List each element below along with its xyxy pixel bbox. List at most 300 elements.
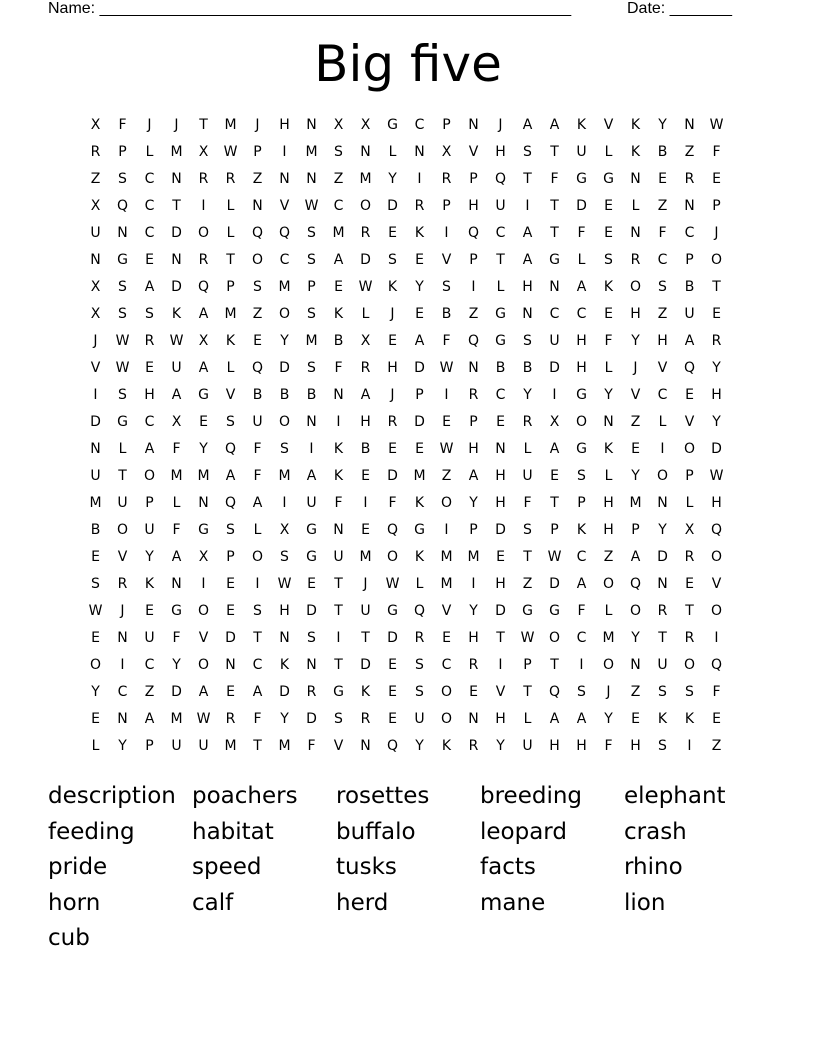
grid-letter: E xyxy=(685,576,694,592)
grid-letter: P xyxy=(685,252,694,268)
page-title: Big five xyxy=(314,35,502,93)
grid-letter: F xyxy=(712,684,721,700)
grid-letter: O xyxy=(197,603,210,619)
grid-letter: O xyxy=(143,468,156,484)
grid-letter: C xyxy=(414,117,425,133)
grid-letter: D xyxy=(90,414,101,430)
grid-letter: S xyxy=(118,171,127,187)
grid-letter: P xyxy=(307,279,316,295)
grid-letter: Y xyxy=(145,549,154,565)
grid-letter: K xyxy=(684,711,695,727)
grid-letter: E xyxy=(388,657,397,673)
grid-letter: J xyxy=(255,117,260,133)
grid-letter: P xyxy=(631,522,640,538)
grid-letter: P xyxy=(469,171,478,187)
grid-letter: H xyxy=(279,117,290,133)
grid-letter: W xyxy=(709,468,724,484)
grid-letter: H xyxy=(711,495,722,511)
grid-letter: Q xyxy=(467,225,480,241)
grid-letter: S xyxy=(226,414,235,430)
grid-letter: J xyxy=(633,360,638,376)
grid-letter: K xyxy=(360,684,371,700)
grid-letter: B xyxy=(333,333,344,349)
grid-letter: R xyxy=(414,630,425,646)
grid-letter: L xyxy=(523,441,532,457)
grid-letter: N xyxy=(333,387,344,403)
grid-letter: E xyxy=(712,711,721,727)
grid-letter: Z xyxy=(333,171,344,187)
grid-letter: P xyxy=(685,468,694,484)
grid-letter: T xyxy=(550,144,559,160)
grid-letter: X xyxy=(90,279,101,295)
grid-letter: M xyxy=(224,738,237,754)
grid-letter: K xyxy=(333,468,344,484)
grid-letter: M xyxy=(278,468,291,484)
grid-letter: U xyxy=(657,657,668,673)
grid-letter: Y xyxy=(658,522,667,538)
word-bank-item: leopard xyxy=(480,818,567,845)
grid-letter: C xyxy=(657,252,668,268)
grid-letter: T xyxy=(253,738,262,754)
grid-letter: U xyxy=(90,468,101,484)
grid-letter: V xyxy=(117,549,128,565)
grid-letter: N xyxy=(360,144,371,160)
grid-letter: J xyxy=(363,576,368,592)
grid-letter: Q xyxy=(251,225,264,241)
grid-letter: M xyxy=(224,306,237,322)
grid-letter: L xyxy=(253,522,262,538)
grid-letter: L xyxy=(226,225,235,241)
grid-letter: I xyxy=(336,414,341,430)
grid-letter: U xyxy=(360,603,371,619)
grid-letter: P xyxy=(145,738,154,754)
grid-letter: I xyxy=(714,630,719,646)
grid-letter: X xyxy=(684,522,695,538)
grid-letter: U xyxy=(684,306,695,322)
grid-letter: F xyxy=(334,360,343,376)
grid-letter: D xyxy=(576,198,587,214)
grid-letter: K xyxy=(225,333,236,349)
grid-letter: G xyxy=(576,441,587,457)
grid-letter: Y xyxy=(280,333,289,349)
grid-letter: J xyxy=(93,333,98,349)
grid-letter: C xyxy=(144,225,155,241)
grid-letter: Q xyxy=(413,603,426,619)
grid-letter: P xyxy=(415,387,424,403)
grid-letter: J xyxy=(606,684,611,700)
grid-letter: M xyxy=(305,144,318,160)
grid-letter: Y xyxy=(631,333,640,349)
grid-letter: T xyxy=(550,225,559,241)
grid-letter: N xyxy=(117,711,128,727)
grid-letter: D xyxy=(360,657,371,673)
word-bank-item: facts xyxy=(480,854,536,880)
grid-letter: C xyxy=(549,306,560,322)
grid-letter: V xyxy=(333,738,344,754)
grid-letter: G xyxy=(306,549,317,565)
grid-letter: T xyxy=(361,630,370,646)
grid-letter: V xyxy=(630,387,641,403)
grid-letter: W xyxy=(115,333,130,349)
word-bank-item: crash xyxy=(624,818,687,845)
grid-letter: K xyxy=(603,441,614,457)
grid-letter: E xyxy=(145,252,154,268)
grid-row xyxy=(82,274,730,301)
grid-letter: T xyxy=(658,630,667,646)
grid-letter: G xyxy=(306,522,317,538)
grid-letter: D xyxy=(360,252,371,268)
grid-letter: T xyxy=(226,252,235,268)
grid-letter: G xyxy=(198,522,209,538)
word-bank-item: cub xyxy=(48,925,90,951)
grid-letter: O xyxy=(197,225,210,241)
grid-letter: O xyxy=(629,279,642,295)
grid-row xyxy=(82,139,730,166)
grid-letter: F xyxy=(307,738,316,754)
grid-letter: A xyxy=(576,279,587,295)
word-bank-item: speed xyxy=(192,854,262,880)
grid-letter: B xyxy=(252,387,263,403)
grid-letter: Y xyxy=(712,414,721,430)
grid-letter: G xyxy=(549,252,560,268)
grid-letter: D xyxy=(225,630,236,646)
grid-letter: D xyxy=(279,360,290,376)
grid-letter: N xyxy=(198,495,209,511)
grid-letter: T xyxy=(712,279,721,295)
grid-letter: T xyxy=(685,603,694,619)
grid-letter: L xyxy=(388,144,397,160)
grid-letter: I xyxy=(363,495,368,511)
grid-letter: O xyxy=(116,522,129,538)
grid-letter: H xyxy=(576,333,587,349)
grid-letter: M xyxy=(305,333,318,349)
grid-letter: U xyxy=(144,630,155,646)
grid-letter: F xyxy=(577,603,586,619)
grid-letter: H xyxy=(468,441,479,457)
grid-letter: Z xyxy=(630,414,641,430)
grid-letter: C xyxy=(684,225,695,241)
grid-letter: I xyxy=(525,198,530,214)
word-bank-item: mane xyxy=(480,889,546,916)
grid-letter: R xyxy=(225,711,236,727)
grid-letter: E xyxy=(226,576,235,592)
grid-row xyxy=(82,112,730,139)
grid-letter: A xyxy=(522,252,533,268)
grid-letter: J xyxy=(390,306,395,322)
grid-letter: O xyxy=(710,603,723,619)
grid-letter: N xyxy=(549,279,560,295)
grid-letter: Y xyxy=(712,360,721,376)
grid-letter: G xyxy=(495,333,506,349)
grid-letter: F xyxy=(577,225,586,241)
grid-letter: A xyxy=(198,306,209,322)
word-bank-item: calf xyxy=(192,889,234,916)
grid-letter: H xyxy=(711,387,722,403)
grid-letter: X xyxy=(198,549,209,565)
grid-letter: Z xyxy=(657,306,668,322)
grid-letter: L xyxy=(631,198,640,214)
grid-letter: Y xyxy=(604,711,613,727)
grid-letter: X xyxy=(360,333,371,349)
grid-letter: D xyxy=(306,603,317,619)
grid-letter: S xyxy=(307,630,316,646)
grid-letter: X xyxy=(441,144,452,160)
grid-letter: M xyxy=(278,279,291,295)
grid-letter: H xyxy=(522,279,533,295)
grid-letter: Y xyxy=(496,738,505,754)
grid-letter: A xyxy=(360,387,371,403)
grid-letter: E xyxy=(604,225,613,241)
grid-letter: Z xyxy=(468,306,479,322)
grid-letter: K xyxy=(171,306,182,322)
grid-letter: F xyxy=(550,171,559,187)
grid-letter: O xyxy=(629,603,642,619)
grid-letter: L xyxy=(685,495,694,511)
grid-letter: S xyxy=(253,603,262,619)
grid-letter: T xyxy=(523,171,532,187)
grid-letter: G xyxy=(576,171,587,187)
grid-letter: C xyxy=(144,657,155,673)
grid-letter: R xyxy=(657,603,668,619)
grid-letter: U xyxy=(414,711,425,727)
grid-letter: N xyxy=(306,414,317,430)
grid-letter: V xyxy=(495,684,506,700)
grid-letter: V xyxy=(468,144,479,160)
grid-letter: N xyxy=(684,117,695,133)
grid-row xyxy=(82,733,730,760)
grid-letter: S xyxy=(388,252,397,268)
grid-letter: W xyxy=(709,117,724,133)
word-bank-item: feeding xyxy=(48,818,135,845)
grid-letter: N xyxy=(603,414,614,430)
grid-letter: S xyxy=(280,549,289,565)
grid-letter: C xyxy=(441,657,452,673)
grid-letter: R xyxy=(414,198,425,214)
word-bank-item: lion xyxy=(624,889,666,916)
grid-letter: N xyxy=(468,711,479,727)
grid-letter: D xyxy=(549,576,560,592)
grid-letter: J xyxy=(498,117,503,133)
grid-letter: T xyxy=(334,603,343,619)
grid-letter: Q xyxy=(710,522,723,538)
grid-letter: F xyxy=(253,468,262,484)
grid-letter: Y xyxy=(280,711,289,727)
grid-letter: G xyxy=(387,117,398,133)
grid-letter: N xyxy=(90,441,101,457)
grid-letter: W xyxy=(169,333,184,349)
grid-letter: F xyxy=(712,144,721,160)
grid-letter: N xyxy=(414,144,425,160)
grid-letter: L xyxy=(91,738,100,754)
word-bank-item: description xyxy=(48,783,176,809)
name-field-label: Name: _____________________________________________________ xyxy=(48,0,572,17)
grid-letter: A xyxy=(576,711,587,727)
grid-letter: D xyxy=(306,711,317,727)
grid-letter: I xyxy=(552,387,557,403)
grid-letter: K xyxy=(279,657,290,673)
grid-letter: Q xyxy=(683,360,696,376)
grid-letter: E xyxy=(388,711,397,727)
grid-letter: D xyxy=(549,360,560,376)
grid-letter: N xyxy=(495,441,506,457)
grid-letter: S xyxy=(307,360,316,376)
grid-letter: R xyxy=(684,630,695,646)
grid-letter: O xyxy=(683,657,696,673)
grid-letter: A xyxy=(198,684,209,700)
grid-letter: R xyxy=(144,333,155,349)
grid-letter: N xyxy=(333,522,344,538)
word-bank-item: elephant xyxy=(624,783,726,809)
grid-letter: W xyxy=(358,279,373,295)
grid-letter: W xyxy=(115,360,130,376)
grid-letter: F xyxy=(172,522,181,538)
grid-letter: W xyxy=(385,576,400,592)
grid-letter: H xyxy=(657,333,668,349)
grid-letter: I xyxy=(471,279,476,295)
grid-letter: O xyxy=(440,684,453,700)
grid-letter: C xyxy=(333,198,344,214)
grid-letter: E xyxy=(91,630,100,646)
grid-letter: E xyxy=(631,711,640,727)
grid-letter: O xyxy=(251,549,264,565)
grid-row xyxy=(82,679,730,706)
grid-letter: A xyxy=(144,441,155,457)
grid-letter: M xyxy=(170,144,183,160)
grid-letter: X xyxy=(333,117,344,133)
grid-letter: S xyxy=(253,279,262,295)
date-field-label: Date: _______ xyxy=(627,0,732,17)
grid-letter: P xyxy=(226,279,235,295)
grid-letter: I xyxy=(444,522,449,538)
grid-letter: Y xyxy=(415,279,424,295)
grid-letter: F xyxy=(253,441,262,457)
grid-letter: E xyxy=(145,360,154,376)
grid-letter: T xyxy=(199,117,208,133)
grid-letter: N xyxy=(306,657,317,673)
grid-letter: S xyxy=(118,279,127,295)
grid-letter: S xyxy=(307,306,316,322)
grid-letter: O xyxy=(710,252,723,268)
grid-letter: I xyxy=(417,171,422,187)
grid-letter: I xyxy=(309,441,314,457)
grid-letter: S xyxy=(685,684,694,700)
grid-letter: T xyxy=(550,657,559,673)
grid-letter: Y xyxy=(604,387,613,403)
grid-letter: K xyxy=(387,279,398,295)
grid-letter: E xyxy=(496,414,505,430)
grid-letter: A xyxy=(225,468,236,484)
word-bank-item: buffalo xyxy=(336,818,416,845)
grid-letter: C xyxy=(279,252,290,268)
grid-letter: H xyxy=(144,387,155,403)
grid-letter: A xyxy=(549,117,560,133)
grid-row xyxy=(82,409,730,436)
grid-letter: I xyxy=(687,738,692,754)
grid-letter: G xyxy=(522,603,533,619)
grid-letter: O xyxy=(251,252,264,268)
word-bank-item: tusks xyxy=(336,854,397,880)
grid-letter: Y xyxy=(631,630,640,646)
grid-letter: M xyxy=(332,225,345,241)
grid-letter: A xyxy=(414,333,425,349)
grid-letter: F xyxy=(172,630,181,646)
grid-letter: X xyxy=(90,198,101,214)
grid-letter: B xyxy=(306,387,317,403)
grid-letter: E xyxy=(226,603,235,619)
grid-letter: Z xyxy=(90,171,101,187)
grid-letter: M xyxy=(359,171,372,187)
grid-letter: R xyxy=(387,414,398,430)
grid-letter: P xyxy=(469,414,478,430)
grid-letter: W xyxy=(196,711,211,727)
grid-letter: K xyxy=(333,441,344,457)
grid-letter: N xyxy=(171,576,182,592)
grid-letter: X xyxy=(90,117,101,133)
grid-letter: V xyxy=(657,360,668,376)
grid-letter: K xyxy=(603,279,614,295)
grid-letter: B xyxy=(441,306,452,322)
word-bank-item: horn xyxy=(48,889,101,916)
grid-letter: X xyxy=(198,144,209,160)
grid-letter: T xyxy=(550,198,559,214)
grid-letter: J xyxy=(714,225,719,241)
grid-letter: M xyxy=(602,630,615,646)
grid-letter: A xyxy=(306,468,317,484)
grid-letter: E xyxy=(712,171,721,187)
grid-letter: U xyxy=(522,468,533,484)
grid-letter: O xyxy=(656,468,669,484)
grid-letter: R xyxy=(711,333,722,349)
grid-letter: A xyxy=(549,711,560,727)
grid-letter: E xyxy=(685,387,694,403)
grid-letter: K xyxy=(333,306,344,322)
grid-letter: L xyxy=(604,603,613,619)
grid-letter: K xyxy=(414,225,425,241)
grid-letter: F xyxy=(388,495,397,511)
grid-letter: M xyxy=(467,549,480,565)
grid-letter: U xyxy=(495,198,506,214)
grid-letter: N xyxy=(630,657,641,673)
grid-letter: I xyxy=(120,657,125,673)
grid-letter: S xyxy=(604,252,613,268)
grid-row xyxy=(82,490,730,517)
grid-letter: B xyxy=(360,441,371,457)
grid-row xyxy=(82,436,730,463)
grid-letter: I xyxy=(201,576,206,592)
grid-letter: U xyxy=(171,360,182,376)
grid-letter: I xyxy=(471,576,476,592)
grid-letter: N xyxy=(360,738,371,754)
grid-letter: U xyxy=(171,738,182,754)
grid-letter: U xyxy=(306,495,317,511)
grid-row xyxy=(82,517,730,544)
grid-letter: E xyxy=(91,549,100,565)
word-bank-item: rosettes xyxy=(336,783,430,809)
grid-row xyxy=(82,301,730,328)
grid-letter: D xyxy=(495,522,506,538)
grid-letter: Y xyxy=(172,657,181,673)
grid-letter: O xyxy=(575,414,588,430)
grid-letter: K xyxy=(657,711,668,727)
grid-row xyxy=(82,247,730,274)
word-bank-item: habitat xyxy=(192,818,274,845)
grid-row xyxy=(82,166,730,193)
grid-letter: E xyxy=(442,630,451,646)
grid-letter: K xyxy=(414,549,425,565)
grid-letter: R xyxy=(468,387,479,403)
grid-letter: E xyxy=(469,684,478,700)
grid-letter: Y xyxy=(658,117,667,133)
